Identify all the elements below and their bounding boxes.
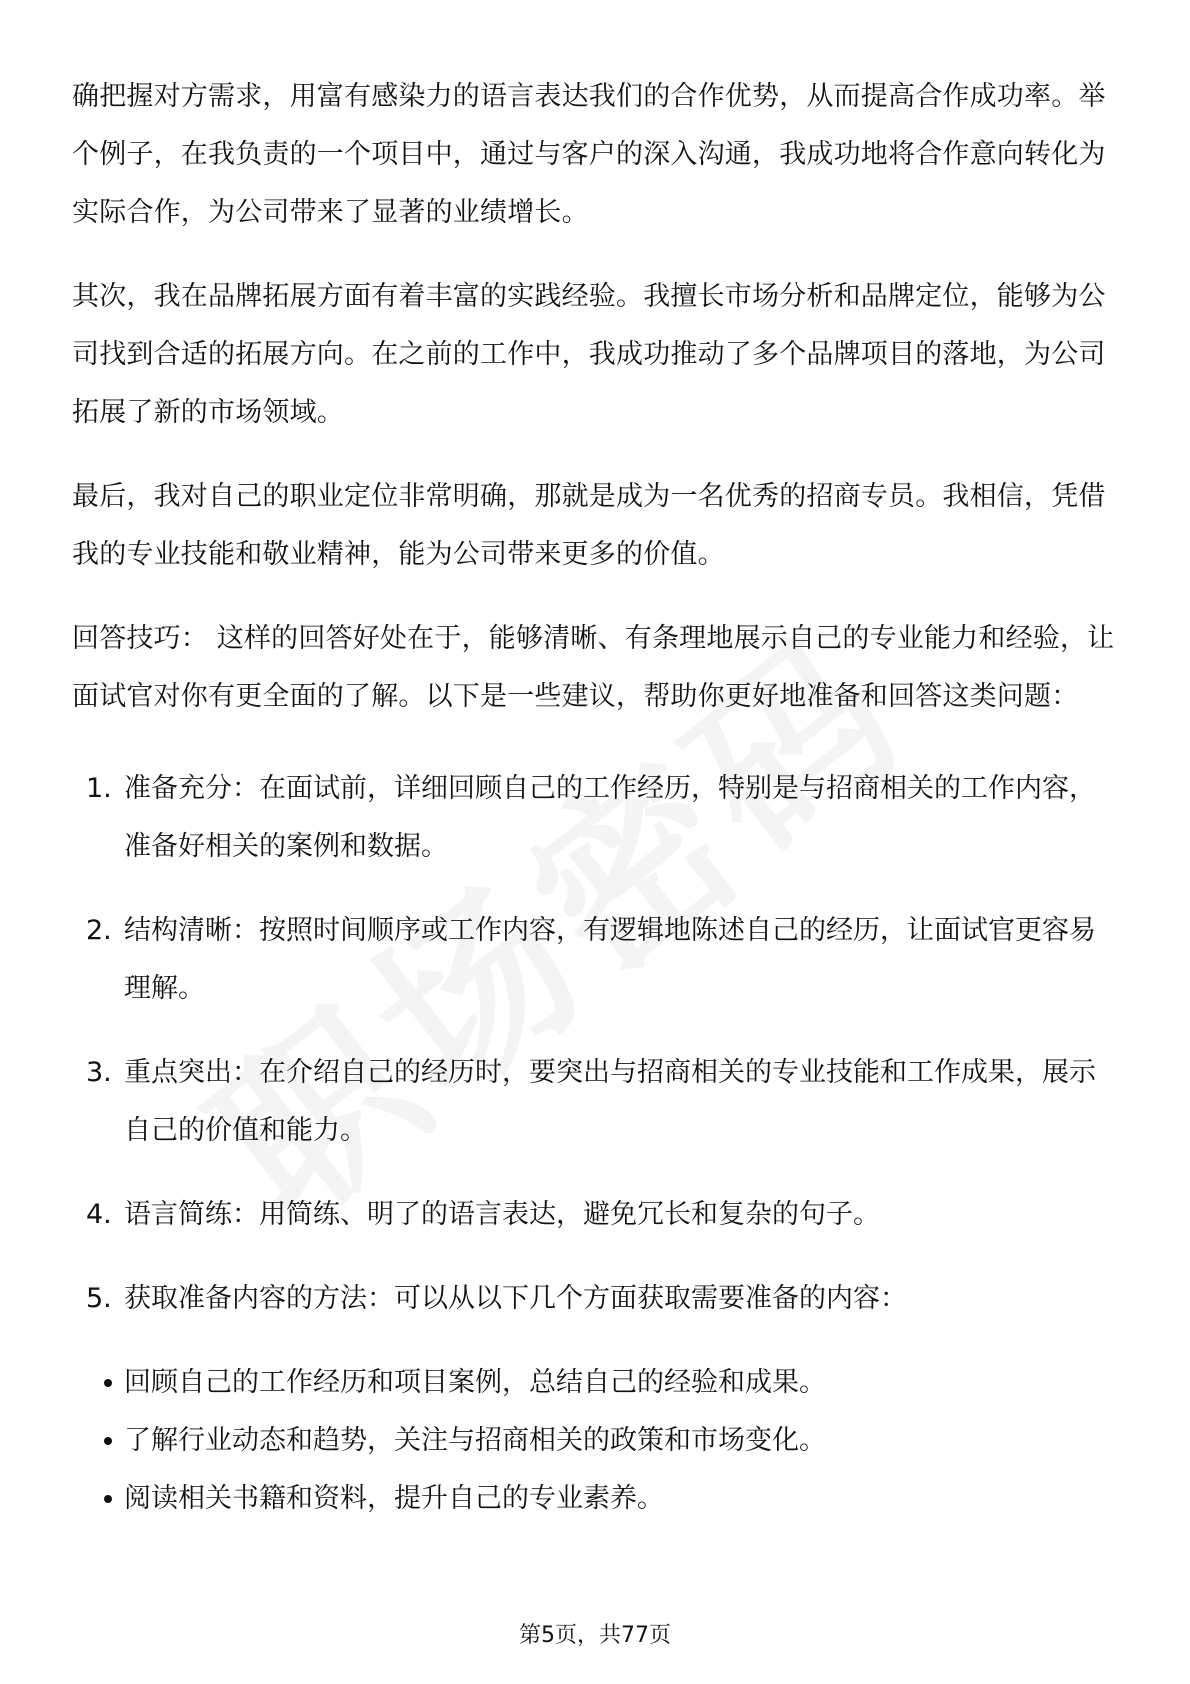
bullet-item: [72, 1470, 1122, 1528]
tip-number: 1.: [86, 773, 112, 804]
bullet-item: [72, 1412, 1122, 1470]
paragraph-2: 其次，我在品牌拓展方面有着丰富的实践经验。我擅长市场分析和品牌定位，能够为公司找到合适的拓展方向。在之前的工作中，我成功推动了多个品牌项目的落地，为公司拓展了新的市场领域。: [72, 281, 1106, 428]
tip-item: [72, 1270, 1122, 1328]
tip-number: 4.: [86, 1199, 112, 1230]
page-content: [72, 68, 1122, 1528]
bullet-text: 回顾自己的工作经历和项目案例，总结自己的经验和成果。: [124, 1367, 826, 1398]
tip-item: [72, 1186, 1122, 1244]
bullet-item: [72, 1354, 1122, 1412]
preparation-bullets: [72, 1354, 1122, 1528]
tip-number: 2.: [86, 915, 112, 946]
tip-text: 获取准备内容的方法：可以从以下几个方面获取需要准备的内容：: [124, 1283, 907, 1314]
bullet-text: 了解行业动态和趋势，关注与招商相关的政策和市场变化。: [124, 1425, 826, 1456]
tip-text: 准备充分：在面试前，详细回顾自己的工作经历，特别是与招商相关的工作内容，准备好相关的案例和数据。: [124, 773, 1096, 862]
bullet-dot-icon: [104, 1379, 112, 1387]
paragraph-3: 最后，我对自己的职业定位非常明确，那就是成为一名优秀的招商专员。我相信，凭借我的专业技能和敬业精神，能为公司带来更多的价值。: [72, 481, 1106, 570]
bullet-dot-icon: [104, 1495, 112, 1503]
tip-item: [72, 1044, 1122, 1160]
paragraph-answer-tips: 回答技巧： 这样的回答好处在于，能够清晰、有条理地展示自己的专业能力和经验，让面试官对你有更全面的了解。以下是一些建议，帮助你更好地准备和回答这类问题：: [72, 623, 1115, 712]
tips-list: [72, 760, 1122, 1328]
tip-text: 重点突出：在介绍自己的经历时，要突出与招商相关的专业技能和工作成果，展示自己的价值和能力。: [124, 1057, 1096, 1146]
bullet-dot-icon: [104, 1437, 112, 1445]
tip-number: 5.: [86, 1283, 112, 1314]
tip-number: 3.: [86, 1057, 112, 1088]
tip-item: [72, 760, 1122, 876]
paragraph-1: 确把握对方需求，用富有感染力的语言表达我们的合作优势，从而提高合作成功率。举个例子，在我负责的一个项目中，通过与客户的深入沟通，我成功地将合作意向转化为实际合作，为公司带来了显著的业绩增长。: [72, 81, 1106, 228]
page-number-footer: 第5页，共77页: [519, 1623, 671, 1648]
bullet-text: 阅读相关书籍和资料，提升自己的专业素养。: [124, 1483, 664, 1514]
tip-text: 结构清晰：按照时间顺序或工作内容，有逻辑地陈述自己的经历，让面试官更容易理解。: [124, 915, 1096, 1004]
tip-item: [72, 902, 1122, 1018]
tip-text: 语言简练：用简练、明了的语言表达，避免冗长和复杂的句子。: [124, 1199, 880, 1230]
